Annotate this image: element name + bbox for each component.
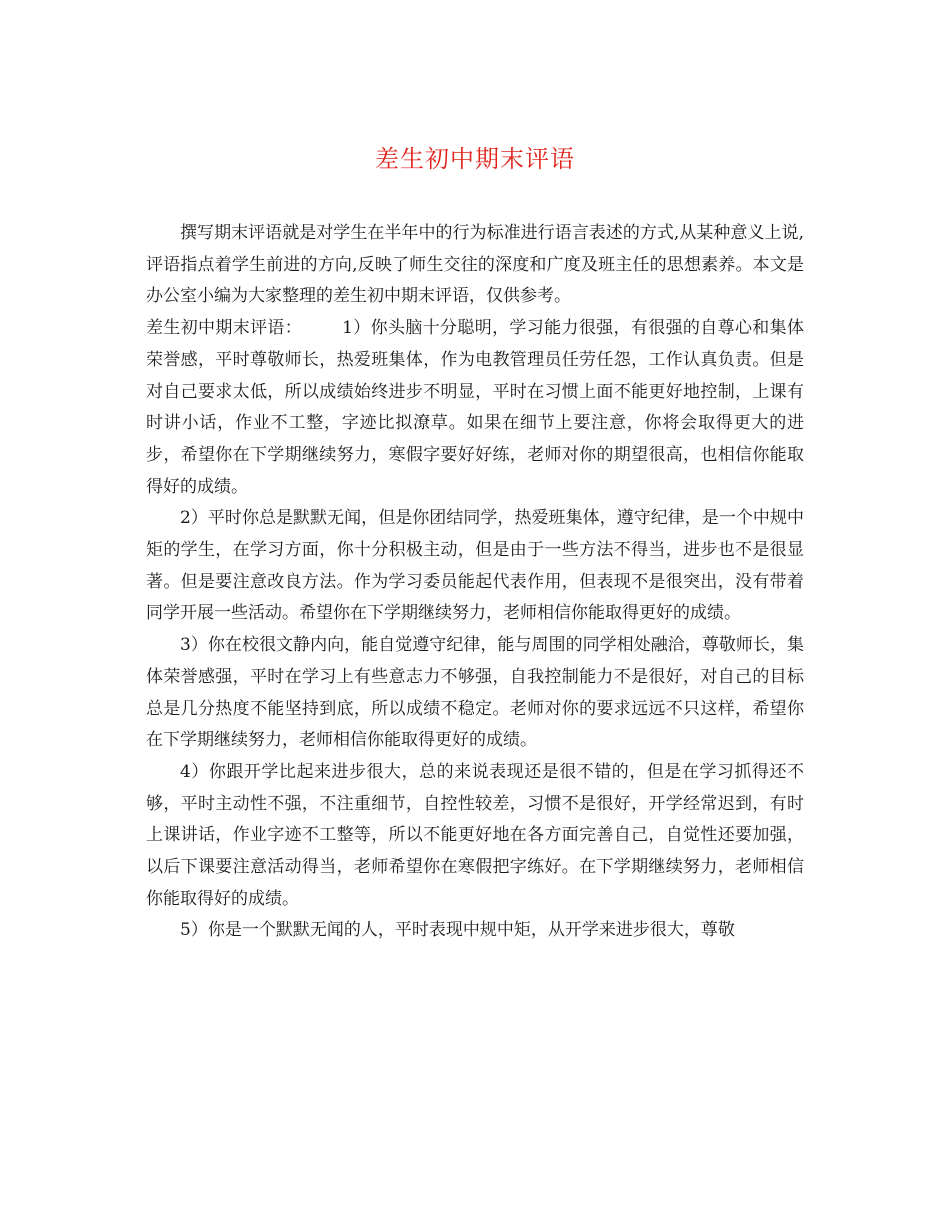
section-label: 差生初中期末评语： xyxy=(146,318,303,339)
comment-paragraph-5: 5）你是一个默默无闻的人，平时表现中规中矩，从开学来进步很大，尊敬 xyxy=(180,920,735,941)
comment-paragraph-4: 4）你跟开学比起来进步很大，总的来说表现还是很不错的，但是在学习抓得还不够，平时主动性不强，不注重细节，自控性较差，习惯不是很好，开学经常迟到，有时上课讲话，作业字迹不工整等，所以不能更好地在各方面完善自己，自觉性还要加强，以后下课要注意活动得当，老师希望你在寒假把字练好。在下学期继续努力，老师相信你能取得好的成绩。 xyxy=(146,761,804,909)
document-title: 差生初中期末评语 xyxy=(375,145,575,173)
document-body xyxy=(146,218,804,947)
comment-paragraph-1 xyxy=(146,313,804,503)
comment-text-1: 1）你头脑十分聪明，学习能力很强，有很强的自尊心和集体荣誉感，平时尊敬师长，热爱班集体，作为电教管理员任劳任怨，工作认真负责。但是对自己要求太低，所以成绩始终进步不明显，平时在习惯上面不能更好地控制，上课有时讲小话，作业不工整，字迹比拟潦草。如果在细节上要注意，你将会取得更大的进步，希望你在下学期继续努力，寒假字要好好练，老师对你的期望很高，也相信你能取得好的成绩。 xyxy=(146,318,804,497)
intro-paragraph: 撰写期末评语就是对学生在半年中的行为标准进行语言表述的方式,从某种意义上说,评语指点着学生前进的方向,反映了师生交往的深度和广度及班主任的思想素养。本文是办公室小编为大家整理的差生初中期末评语，仅供参考。 xyxy=(146,223,804,307)
comment-paragraph-3: 3）你在校很文静内向，能自觉遵守纪律，能与周围的同学相处融洽，尊敬师长，集体荣誉感强，平时在学习上有些意志力不够强，自我控制能力不是很好，对自己的目标总是几分热度不能坚持到底，所以成绩不稳定。老师对你的要求远远不只这样，希望你在下学期继续努力，老师相信你能取得更好的成绩。 xyxy=(146,635,804,751)
comment-paragraph-2: 2）平时你总是默默无闻，但是你团结同学，热爱班集体，遵守纪律，是一个中规中矩的学生，在学习方面，你十分积极主动，但是由于一些方法不得当，进步也不是很显著。但是要注意改良方法。作为学习委员能起代表作用，但表现不是很突出，没有带着同学开展一些活动。希望你在下学期继续努力，老师相信你能取得更好的成绩。 xyxy=(146,508,804,624)
